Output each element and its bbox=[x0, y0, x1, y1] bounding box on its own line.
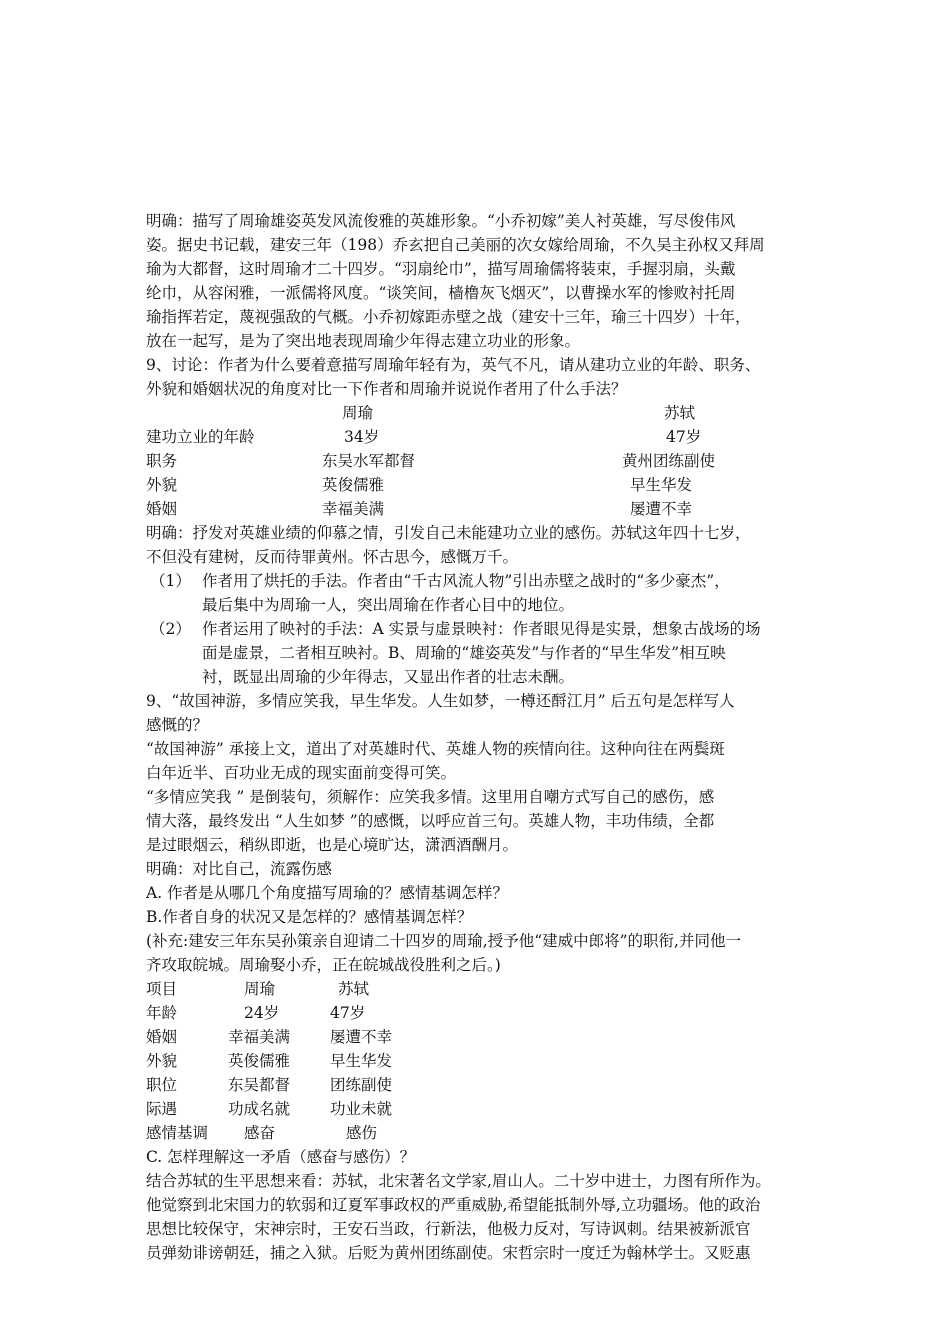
table2-cell: 婚姻 bbox=[146, 1028, 178, 1046]
table1-cell: 黄州团练副使 bbox=[622, 452, 716, 470]
paragraph-line: (补充:建安三年东吴孙策亲自迎请二十四岁的周瑜,授予他“建威中郎将”的职衔,并同他一 bbox=[146, 932, 741, 950]
table2-cell: 感情基调 bbox=[146, 1124, 209, 1142]
paragraph-line: 姿。据史书记载，建安三年（198）乔玄把自己美丽的次女嫁给周瑜，不久吴主孙权又拜周 bbox=[146, 236, 765, 254]
table2-cell: 周瑜 bbox=[244, 980, 276, 998]
paragraph-line: 明确：抒发对英雄业绩的仰慕之情，引发自己未能建功立业的感伤。苏轼这年四十七岁， bbox=[146, 524, 751, 542]
table1-row-label: 职务 bbox=[146, 452, 178, 470]
table1-cell: 47岁 bbox=[666, 428, 702, 446]
list-number: （1） bbox=[150, 572, 191, 590]
paragraph-line: 瑜指挥若定，蔑视强敌的气概。小乔初嫁距赤壁之战（建安十三年，瑜三十四岁）十年， bbox=[146, 308, 751, 326]
table2-cell: 功业未就 bbox=[330, 1100, 393, 1118]
list-number: （2） bbox=[150, 620, 191, 638]
table1-row-label: 婚姻 bbox=[146, 500, 178, 518]
table1-cell: 34岁 bbox=[344, 428, 380, 446]
table2-cell: 苏轼 bbox=[338, 980, 370, 998]
table2-cell: 功成名就 bbox=[228, 1100, 291, 1118]
table2-cell: 感伤 bbox=[346, 1124, 378, 1142]
paragraph-line: 结合苏轼的生平思想来看：苏轼，北宋著名文学家,眉山人。二十岁中进士，力图有所作为。 bbox=[146, 1172, 771, 1190]
table1-header-zhouyu: 周瑜 bbox=[342, 404, 374, 422]
paragraph-line: 瑜为大都督，这时周瑜才二十四岁。“羽扇纶巾”，描写周瑜儒将装束，手握羽扇，头戴 bbox=[146, 260, 736, 278]
table1-cell: 英俊儒雅 bbox=[322, 476, 385, 494]
table1-cell: 屡遭不幸 bbox=[630, 500, 693, 518]
list-text-line: 面是虚景，二者相互映衬。B、周瑜的“雄姿英发”与作者的“早生华发”相互映 bbox=[202, 644, 726, 662]
table1-row-label: 外貌 bbox=[146, 476, 178, 494]
table2-cell: 早生华发 bbox=[330, 1052, 393, 1070]
table2-cell: 外貌 bbox=[146, 1052, 178, 1070]
paragraph-line: 白年近半、百功业无成的现实面前变得可笑。 bbox=[146, 764, 457, 782]
table2-cell: 团练副使 bbox=[330, 1076, 393, 1094]
paragraph-line: 纶巾，从容闲雅，一派儒将风度。“谈笑间，樯橹灰飞烟灭”，以曹操水军的惨败衬托周 bbox=[146, 284, 736, 302]
table1-cell: 幸福美满 bbox=[322, 500, 385, 518]
table1-cell: 东吴水军都督 bbox=[322, 452, 416, 470]
paragraph-line: “多情应笑我 ” 是倒装句，须解作：应笑我多情。这里用自嘲方式写自己的感伤，感 bbox=[146, 788, 715, 806]
table2-cell: 幸福美满 bbox=[228, 1028, 291, 1046]
table1-row-label: 建功立业的年龄 bbox=[146, 428, 255, 446]
table2-cell: 英俊儒雅 bbox=[228, 1052, 291, 1070]
paragraph-line: 放在一起写，是为了突出地表现周瑜少年得志建立功业的形象。 bbox=[146, 332, 581, 350]
question-line: 感慨的？ bbox=[146, 716, 209, 734]
paragraph-line: 明确：对比自己，流露伤感 bbox=[146, 860, 333, 878]
paragraph-line: 是过眼烟云，稍纵即逝，也是心境旷达，潇洒酒酬月。 bbox=[146, 836, 519, 854]
table2-cell: 年龄 bbox=[146, 1004, 178, 1022]
table2-cell: 屡遭不幸 bbox=[330, 1028, 393, 1046]
paragraph-line: 他觉察到北宋国力的软弱和辽夏军事政权的严重威胁,希望能抵制外辱,立功疆场。他的政治 bbox=[146, 1196, 761, 1214]
question-line: A. 作者是从哪几个角度描写周瑜的？感情基调怎样？ bbox=[146, 884, 509, 902]
table2-cell: 际遇 bbox=[146, 1100, 178, 1118]
table2-cell: 24岁 bbox=[244, 1004, 280, 1022]
paragraph-line: 不但没有建树，反而待罪黄州。怀古思今，感慨万千。 bbox=[146, 548, 519, 566]
list-text-line: 作者运用了映衬的手法：A 实景与虚景映衬：作者眼见得是实景，想象古战场的场 bbox=[202, 620, 761, 638]
table2-cell: 东吴都督 bbox=[228, 1076, 291, 1094]
table2-cell: 职位 bbox=[146, 1076, 178, 1094]
paragraph-line: 明确：描写了周瑜雄姿英发风流俊雅的英雄形象。“小乔初嫁”美人衬英雄，写尽俊伟风 bbox=[146, 212, 736, 230]
paragraph-line: 齐攻取皖城。周瑜娶小乔，正在皖城战役胜利之后。) bbox=[146, 956, 501, 974]
paragraph-line: 思想比较保守，宋神宗时，王安石当政，行新法，他极力反对，写诗讽刺。结果被新派官 bbox=[146, 1220, 751, 1238]
table1-header-sushi: 苏轼 bbox=[664, 404, 696, 422]
question-line: C. 怎样理解这一矛盾（感奋与感伤）？ bbox=[146, 1148, 416, 1166]
question-line: 9、讨论：作者为什么要着意描写周瑜年轻有为，英气不凡，请从建功立业的年龄、职务、 bbox=[146, 356, 761, 374]
list-text-line: 最后集中为周瑜一人，突出周瑜在作者心目中的地位。 bbox=[202, 596, 575, 614]
list-text-line: 作者用了烘托的手法。作者由“千古风流人物”引出赤壁之战时的“多少豪杰”， bbox=[202, 572, 730, 590]
paragraph-line: “故国神游” 承接上文，道出了对英雄时代、英雄人物的疾情向往。这种向往在两鬓斑 bbox=[146, 740, 725, 758]
paragraph-line: 情大落，最终发出 “人生如梦 ”的感慨，以呼应首三句。英雄人物，丰功伟绩，全都 bbox=[146, 812, 715, 830]
question-line: B.作者自身的状况又是怎样的？感情基调怎样？ bbox=[146, 908, 473, 926]
paragraph-line: 员弹劾诽谤朝廷，捕之入狱。后贬为黄州团练副使。宋哲宗时一度迁为翰林学士。又贬惠 bbox=[146, 1244, 751, 1262]
table2-cell: 感奋 bbox=[244, 1124, 276, 1142]
table2-cell: 项目 bbox=[146, 980, 178, 998]
table2-cell: 47岁 bbox=[330, 1004, 366, 1022]
question-line: 外貌和婚姻状况的角度对比一下作者和周瑜并说说作者用了什么手法？ bbox=[146, 380, 627, 398]
question-line: 9、“故国神游，多情应笑我，早生华发。人生如梦，一樽还酹江月” 后五句是怎样写人 bbox=[146, 692, 735, 710]
table1-cell: 早生华发 bbox=[630, 476, 693, 494]
list-text-line: 衬，既显出周瑜的少年得志，又显出作者的壮志未酬。 bbox=[202, 668, 575, 686]
